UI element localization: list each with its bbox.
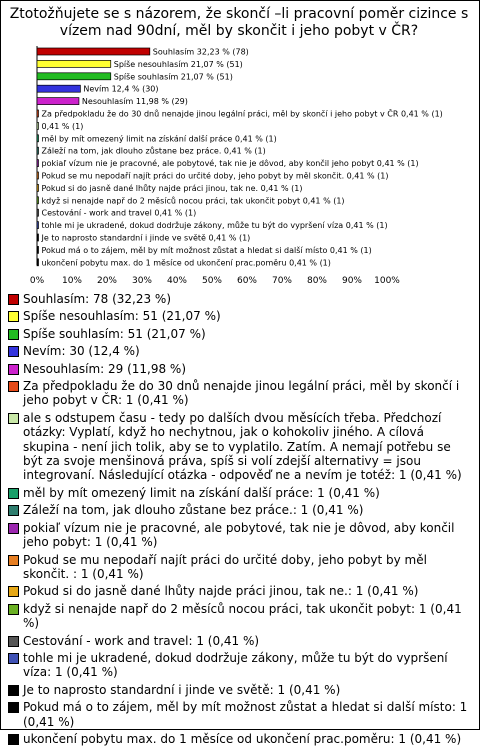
- bar-15: [37, 234, 39, 241]
- legend-swatch: [8, 702, 19, 713]
- legend-label: když si nenajde např do 2 měsíců nocou práci, tak ukončit pobyt: 1 (0,41 %): [23, 601, 462, 631]
- bar-label-17: ukončení pobytu max. do 1 měsíce od ukončení prac.poměru 0,41 % (1): [41, 258, 331, 268]
- legend-swatch: [8, 488, 19, 499]
- x-tick-label-0: 0%: [29, 276, 45, 286]
- chart-legend: [8, 292, 473, 749]
- x-tick-label-1: 10%: [61, 276, 83, 286]
- legend-swatch: [8, 381, 19, 392]
- legend-swatch: [8, 346, 19, 357]
- legend-label: Spíše souhlasím: 51 (21,07 %): [23, 326, 206, 341]
- bar-label-1: Spíše nesouhlasím 21,07 % (51): [113, 59, 243, 69]
- x-tick-label-10: 100%: [374, 276, 400, 286]
- legend-swatch: [8, 294, 19, 305]
- legend-label: pokiaľ vízum nie je pracovné, ale pobytové, tak nie je dôvod, aby končil jeho pobyt: 1 (0,41 %): [23, 520, 455, 550]
- legend-label: Nesouhlasím: 29 (11,98 %): [23, 361, 187, 376]
- legend-item: [8, 327, 473, 341]
- bar-4: [37, 98, 79, 105]
- legend-item: [8, 503, 473, 517]
- legend-label: ale s odstupem času - tedy po dalších dvou měsících třeba. Předchozí otázky: Vyplatí, když ho nechytnou, jak o kohokoliv jiného. A cílová skupina - není jich tolik, aby se to vyplatilo. Zatím. A nemají potřebu se být za svoje menšinová práva, spíš si volí zdejší alternativy = jsou integrovaní. Následující otázka - odpověď ne a nevím je totéž: 1 (0,41 %): [23, 410, 462, 483]
- bar-8: [37, 147, 39, 154]
- bar-label-9: pokiaľ vízum nie je pracovné, ale pobytové, tak nie je dôvod, aby končil jeho pobyt 0,41 % (1): [41, 159, 419, 169]
- bar-label-8: Záleží na tom, jak dlouho zůstane bez práce. 0,41 % (1): [41, 146, 266, 156]
- bar-3: [37, 85, 80, 92]
- x-tick-label-3: 30%: [131, 276, 153, 286]
- bar-label-6: 0,41 % (1): [41, 121, 84, 131]
- x-tick-label-7: 70%: [271, 276, 293, 286]
- bar-5: [37, 110, 39, 117]
- legend-item: [8, 521, 473, 550]
- legend-label: Spíše nesouhlasím: 51 (21,07 %): [23, 309, 221, 324]
- legend-label: Pokud má o to zájem, měl by mít možnost zůstat a hledat si další místo: 1 (0,41 %): [23, 700, 468, 729]
- legend-label: Pokud si do jasně dané lhůty najde práci jinou, tak ne.: 1 (0,41 %): [23, 584, 419, 599]
- legend-swatch: [8, 505, 19, 516]
- bar-label-16: Pokud má o to zájem, měl by mít možnost zůstat a hledat si další místo 0,41 % (1): [41, 245, 372, 255]
- legend-item: [8, 344, 473, 358]
- legend-swatch: [8, 734, 19, 745]
- legend-swatch: [8, 636, 19, 647]
- bar-6: [37, 122, 39, 129]
- legend-item: [8, 379, 473, 408]
- legend-swatch: [8, 523, 19, 534]
- bar-1: [37, 60, 111, 67]
- legend-label: měl by mít omezený limit na získání další práce: 1 (0,41 %): [23, 485, 380, 500]
- legend-label: Je to naprosto standardní i jinde ve světě: 1 (0,41 %): [23, 682, 341, 697]
- legend-label: Nevím: 30 (12,4 %): [23, 344, 140, 359]
- x-tick-label-5: 50%: [201, 276, 223, 286]
- bar-10: [37, 172, 39, 179]
- legend-swatch: [8, 413, 19, 424]
- x-tick-label-8: 80%: [306, 276, 328, 286]
- x-tick-label-6: 60%: [236, 276, 258, 286]
- x-tick-label-9: 90%: [341, 276, 363, 286]
- bar-label-14: tohle mi je ukradené, dokud dodržuje zákony, může tu být do vypršení víza 0,41 % (1): [41, 221, 388, 231]
- bar-label-12: když si nenajde např do 2 měsíců nocou práci, tak ukončit pobyt 0,41 % (1): [41, 196, 345, 206]
- bar-label-7: měl by mít omezený limit na získání další práce 0,41 % (1): [41, 134, 277, 144]
- legend-item: [8, 634, 473, 648]
- legend-label: tohle mi je ukradené, dokud dodržuje zákony, může tu být do vypršení víza: 1 (0,41 %): [23, 650, 448, 680]
- bar-7: [37, 135, 39, 142]
- legend-item: [8, 309, 473, 323]
- bar-label-15: Je to naprosto standardní i jinde ve světě 0,41 % (1): [41, 233, 251, 243]
- bar-label-0: Souhlasím 32,23 % (78): [152, 47, 249, 57]
- bar-11: [37, 184, 39, 191]
- x-tick-label-2: 20%: [96, 276, 118, 286]
- bar-16: [37, 246, 39, 253]
- bar-label-3: Nevím 12,4 % (30): [83, 84, 159, 94]
- bar-12: [37, 197, 39, 204]
- legend-item: [8, 602, 473, 631]
- chart-title: Ztotožňujete se s názorem, že skončí –li pracovní poměr cizince s vízem nad 90dní, měl by skončit i jeho pobyt v ČR?: [9, 6, 469, 39]
- bar-13: [37, 209, 39, 216]
- legend-item: [8, 700, 473, 729]
- legend-label: Cestování - work and travel: 1 (0,41 %): [23, 633, 260, 648]
- legend-swatch: [8, 364, 19, 375]
- legend-swatch: [8, 685, 19, 696]
- legend-item: [8, 732, 473, 746]
- bar-label-5: Za předpokladu že do 30 dnů nenajde jinou legální práci, měl by skončí i jeho pobyt v ČR 0,41 % (1): [41, 109, 443, 119]
- bar-14: [37, 222, 39, 229]
- bar-0: [37, 48, 150, 55]
- bar-chart: [0, 0, 480, 290]
- bar-2: [37, 73, 111, 80]
- bar-label-11: Pokud si do jasně dané lhůty najde práci jinou, tak ne. 0,41 % (1): [41, 183, 303, 193]
- bar-label-10: Pokud se mu nepodaří najít práci do určité doby, jeho pobyt by měl skončit. 0,41 % (1): [41, 171, 389, 181]
- legend-item: [8, 584, 473, 598]
- legend-label: Souhlasím: 78 (32,23 %): [23, 292, 172, 306]
- bar-9: [37, 160, 39, 167]
- legend-item: [8, 362, 473, 376]
- legend-item: [8, 553, 473, 582]
- bar-label-4: Nesouhlasím 11,98 % (29): [81, 97, 188, 107]
- bar-label-13: Cestování - work and travel 0,41 % (1): [41, 208, 197, 218]
- legend-swatch: [8, 311, 19, 322]
- legend-item: [8, 683, 473, 697]
- legend-swatch: [8, 586, 19, 597]
- legend-item: [8, 651, 473, 680]
- legend-label: Záleží na tom, jak dlouho zůstane bez práce.: 1 (0,41 %): [23, 503, 364, 518]
- legend-swatch: [8, 329, 19, 340]
- legend-swatch: [8, 653, 19, 664]
- legend-item: [8, 411, 473, 483]
- legend-swatch: [8, 555, 19, 566]
- legend-label: ukončení pobytu max. do 1 měsíce od ukončení prac.poměru: 1 (0,41 %): [23, 731, 462, 746]
- x-tick-label-4: 40%: [166, 276, 188, 286]
- legend-item: [8, 486, 473, 500]
- legend-label: Pokud se mu nepodaří najít práci do určité doby, jeho pobyt by měl skončit. : 1 (0,41 %): [23, 552, 427, 581]
- legend-swatch: [8, 604, 19, 615]
- bar-label-2: Spíše souhlasím 21,07 % (51): [113, 72, 233, 82]
- bar-17: [37, 259, 39, 266]
- legend-item: [8, 292, 473, 306]
- legend-label: Za předpokladu že do 30 dnů nenajde jinou legální práci, měl by skončí i jeho pobyt v ČR: 1 (0,41 %): [23, 379, 460, 408]
